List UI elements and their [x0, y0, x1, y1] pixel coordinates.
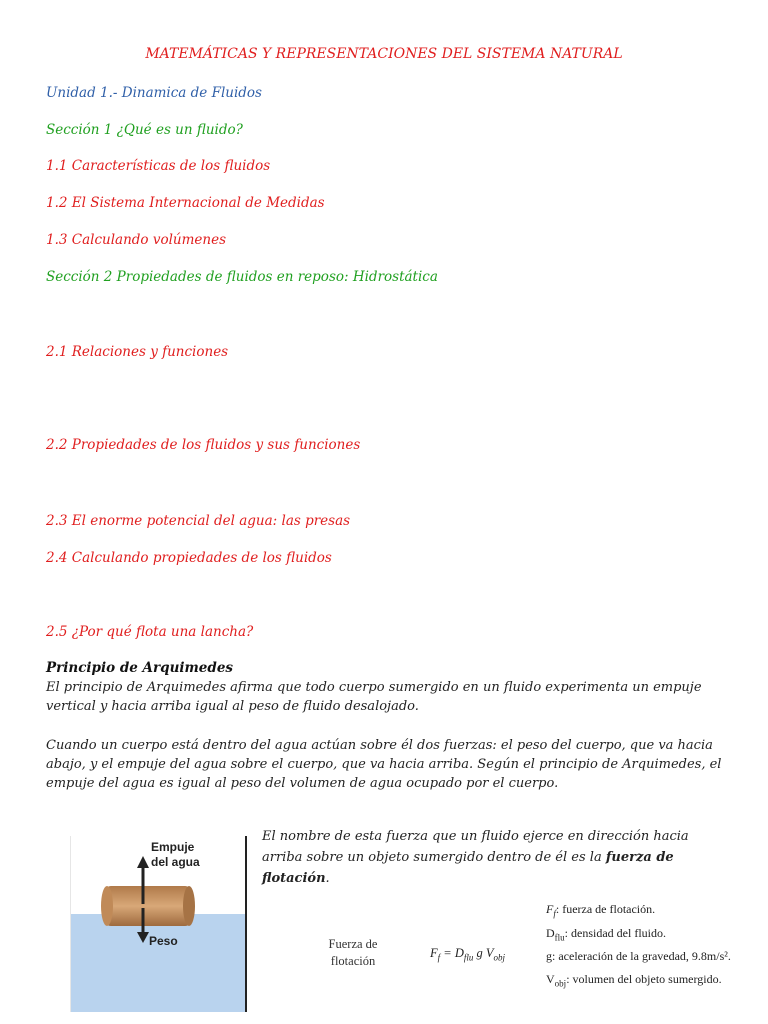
item-2-2: 2.2 Propiedades de los fluidos y sus funciones	[46, 437, 361, 453]
label-peso: Peso	[149, 934, 178, 948]
principle-paragraph-1: El principio de Arquimedes afirma que todo cuerpo sumergido en un fluido experimenta un empuje vertical y hacia arriba igual al peso de fluido desalojado.	[46, 680, 702, 714]
item-1-3: 1.3 Calculando volúmenes	[46, 232, 227, 248]
item-2-4: 2.4 Calculando propiedades de los fluidos	[46, 550, 332, 566]
buoyancy-formula: $F_f = D_{flu}$ g $V_{obj}$	[430, 946, 506, 963]
item-1-1: 1.1 Características de los fluidos	[46, 158, 271, 174]
page-title: MATEMÁTICAS Y REPRESENTACIONES DEL SISTEMA NATURAL	[145, 46, 623, 62]
formula-label: Fuerza de flotación	[328, 937, 378, 968]
section-2-heading: Sección 2 Propiedades de fluidos en reposo: Hidrostática	[46, 269, 438, 285]
cork-body	[101, 886, 195, 926]
flotation-description: El nombre de esta fuerza que un fluido ejerce en dirección hacia arriba sobre un objeto sumergido dentro de él es la fuerza de flotación.	[262, 829, 689, 886]
legend-volume: $V_{obj}$: volumen del objeto sumergido.	[546, 972, 722, 989]
unit-heading: Unidad 1.- Dinamica de Fluidos	[46, 85, 262, 101]
item-1-2: 1.2 El Sistema Internacional de Medidas	[46, 195, 325, 211]
principle-paragraph-2: Cuando un cuerpo está dentro del agua actúan sobre él dos fuerzas: el peso del cuerpo, que va hacia abajo, y el empuje del agua sobre el cuerpo, que va hacia arriba. Según el principio de Arquimedes, el empuje del agua es igual al peso del volumen de agua ocupado por el cuerpo.	[46, 738, 722, 791]
label-empuje: Empuje del agua	[151, 840, 200, 869]
section-1-heading: Sección 1 ¿Qué es un fluido?	[46, 122, 243, 138]
principle-heading: Principio de Arquimedes	[46, 660, 234, 676]
legend-gravity: g: aceleración de la gravedad, 9.8m/s².	[546, 949, 731, 963]
item-2-5: 2.5 ¿Por qué flota una lancha?	[46, 624, 254, 640]
legend-density: $D_{flu}$: densidad del fluido.	[546, 926, 666, 943]
legend-ff: $F_f$: fuerza de flotación.	[546, 902, 656, 919]
item-2-1: 2.1 Relaciones y funciones	[46, 344, 229, 360]
buoyancy-figure	[70, 836, 247, 1012]
item-2-3: 2.3 El enorme potencial del agua: las presas	[46, 513, 351, 529]
